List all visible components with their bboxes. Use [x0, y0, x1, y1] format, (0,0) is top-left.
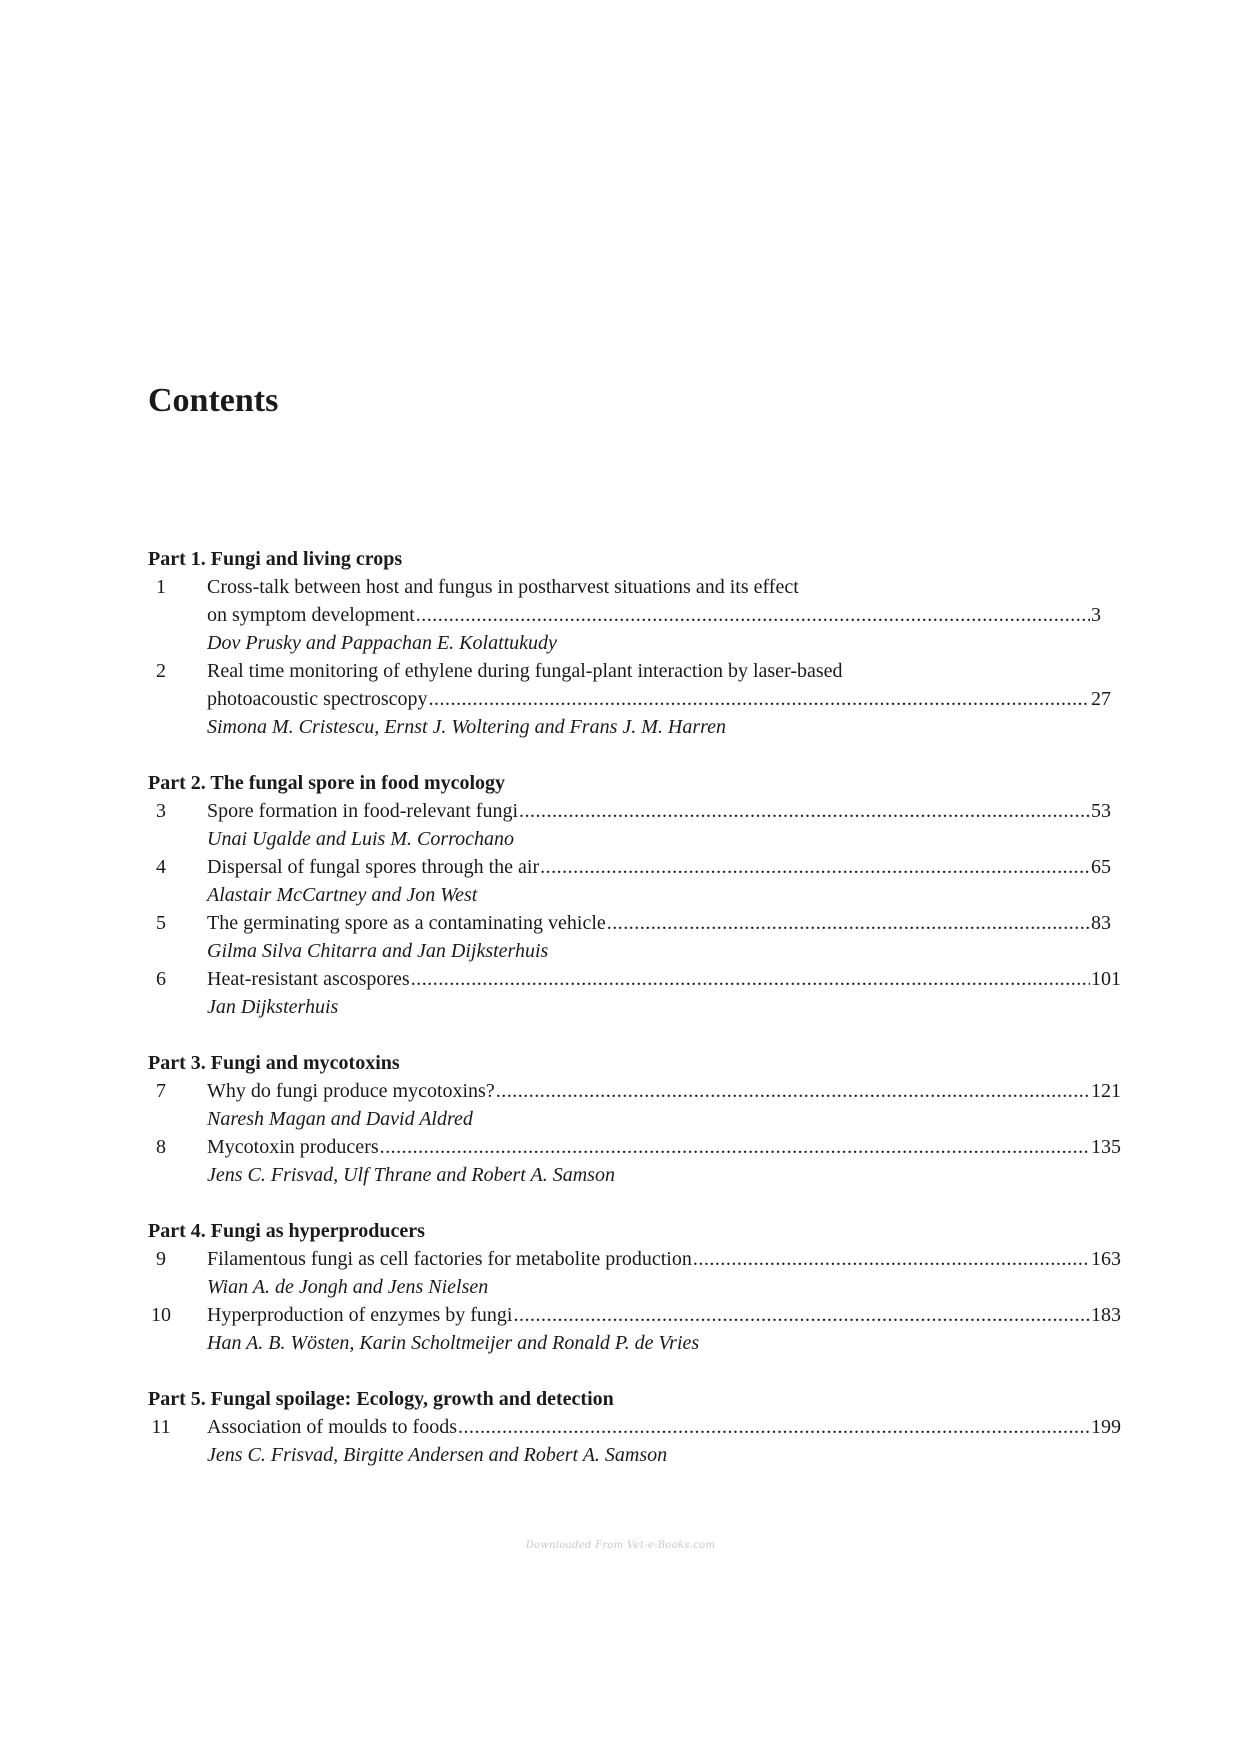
page-number[interactable]: 65 — [1091, 856, 1111, 878]
chapter-title-row — [207, 965, 1123, 993]
chapter-title-row — [207, 601, 1123, 629]
chapter-title-row — [207, 1245, 1123, 1273]
chapter-authors: Dov Prusky and Pappachan E. Kolattukudy — [207, 632, 557, 654]
chapter-title: Heat-resistant ascospores — [207, 968, 410, 990]
chapter-number: 9 — [156, 1248, 166, 1270]
toc-part — [148, 1217, 1123, 1357]
chapter-title: Filamentous fungi as cell factories for metabolite production — [207, 1248, 692, 1270]
toc-entry[interactable] — [148, 573, 1123, 657]
chapter-title-row — [207, 1301, 1123, 1329]
dot-leader — [416, 601, 1090, 629]
toc-entry[interactable] — [148, 909, 1123, 965]
toc-entry[interactable] — [148, 1413, 1123, 1469]
chapter-title: photoacoustic spectroscopy — [207, 688, 428, 710]
dot-leader — [540, 853, 1090, 881]
toc-entry[interactable] — [148, 1245, 1123, 1301]
chapter-title: Hyperproduction of enzymes by fungi — [207, 1304, 513, 1326]
chapter-number: 4 — [156, 856, 166, 878]
page-number[interactable]: 27 — [1091, 688, 1111, 710]
chapter-title-line: Real time monitoring of ethylene during fungal-plant interaction by laser-based — [207, 660, 843, 682]
watermark: Downloaded From Vet-e-Books.com — [525, 1540, 716, 1551]
chapter-number: 7 — [156, 1080, 166, 1102]
chapter-title-line: Cross-talk between host and fungus in postharvest situations and its effect — [207, 576, 799, 598]
chapter-title: Association of moulds to foods — [207, 1416, 457, 1438]
table-of-contents — [148, 545, 1123, 1497]
chapter-number: 5 — [156, 912, 166, 934]
chapter-title-row — [207, 685, 1123, 713]
toc-entry[interactable] — [148, 797, 1123, 853]
toc-entry[interactable] — [148, 965, 1123, 1021]
chapter-title: The germinating spore as a contaminating vehicle — [207, 912, 606, 934]
page-title: Contents — [148, 382, 279, 419]
toc-entry[interactable] — [148, 657, 1123, 741]
dot-leader — [380, 1133, 1090, 1161]
dot-leader — [513, 1301, 1090, 1329]
chapter-title: Why do fungi produce mycotoxins? — [207, 1080, 495, 1102]
chapter-authors: Alastair McCartney and Jon West — [207, 884, 478, 906]
dot-leader — [496, 1077, 1090, 1105]
chapter-authors: Gilma Silva Chitarra and Jan Dijksterhuis — [207, 940, 549, 962]
chapter-title: Mycotoxin producers — [207, 1136, 379, 1158]
chapter-title-row — [207, 1413, 1123, 1441]
chapter-title-row — [207, 853, 1123, 881]
dot-leader — [458, 1413, 1090, 1441]
chapter-number: 1 — [156, 576, 166, 598]
dot-leader — [607, 909, 1090, 937]
dot-leader — [519, 797, 1090, 825]
chapter-authors: Unai Ugalde and Luis M. Corrochano — [207, 828, 515, 850]
chapter-title: Spore formation in food-relevant fungi — [207, 800, 519, 822]
chapter-authors: Jan Dijksterhuis — [207, 996, 339, 1018]
dot-leader — [411, 965, 1090, 993]
chapter-number: 11 — [151, 1416, 171, 1438]
toc-entry[interactable] — [148, 1133, 1123, 1189]
page-number[interactable]: 163 — [1091, 1248, 1121, 1270]
chapter-title: on symptom development — [207, 604, 415, 626]
chapter-number: 2 — [156, 660, 166, 682]
page-number[interactable]: 101 — [1091, 968, 1121, 990]
chapter-number: 8 — [156, 1136, 166, 1158]
page-number[interactable]: 53 — [1091, 800, 1111, 822]
dot-leader — [693, 1245, 1090, 1273]
toc-part — [148, 1385, 1123, 1469]
chapter-authors: Wian A. de Jongh and Jens Nielsen — [207, 1276, 489, 1298]
part-heading: Part 5. Fungal spoilage: Ecology, growth and detection — [148, 1388, 614, 1410]
chapter-title-row — [207, 909, 1123, 937]
page-number[interactable]: 183 — [1091, 1304, 1121, 1326]
chapter-authors: Naresh Magan and David Aldred — [207, 1108, 473, 1130]
toc-entry[interactable] — [148, 853, 1123, 909]
part-heading: Part 2. The fungal spore in food mycology — [148, 772, 506, 794]
toc-part — [148, 769, 1123, 1021]
part-heading: Part 3. Fungi and mycotoxins — [148, 1052, 400, 1074]
dot-leader — [429, 685, 1091, 713]
toc-part — [148, 545, 1123, 741]
page-number[interactable]: 121 — [1091, 1080, 1121, 1102]
chapter-title-row — [207, 797, 1123, 825]
page-number[interactable]: 3 — [1091, 604, 1101, 626]
chapter-number: 6 — [156, 968, 166, 990]
chapter-number: 3 — [156, 800, 166, 822]
toc-entry[interactable] — [148, 1077, 1123, 1133]
chapter-authors: Han A. B. Wösten, Karin Scholtmeijer and Ronald P. de Vries — [207, 1332, 700, 1354]
chapter-title-row — [207, 1077, 1123, 1105]
toc-entry[interactable] — [148, 1301, 1123, 1357]
page-number[interactable]: 83 — [1091, 912, 1111, 934]
chapter-title: Dispersal of fungal spores through the air — [207, 856, 540, 878]
chapter-authors: Jens C. Frisvad, Ulf Thrane and Robert A. Samson — [207, 1164, 615, 1186]
page-number[interactable]: 199 — [1091, 1416, 1121, 1438]
chapter-authors: Jens C. Frisvad, Birgitte Andersen and Robert A. Samson — [207, 1444, 668, 1466]
chapter-number: 10 — [151, 1304, 171, 1326]
chapter-title-row — [207, 1133, 1123, 1161]
toc-part — [148, 1049, 1123, 1189]
chapter-authors: Simona M. Cristescu, Ernst J. Woltering and Frans J. M. Harren — [207, 716, 727, 738]
page-number[interactable]: 135 — [1091, 1136, 1121, 1158]
part-heading: Part 1. Fungi and living crops — [148, 548, 403, 570]
part-heading: Part 4. Fungi as hyperproducers — [148, 1220, 425, 1242]
